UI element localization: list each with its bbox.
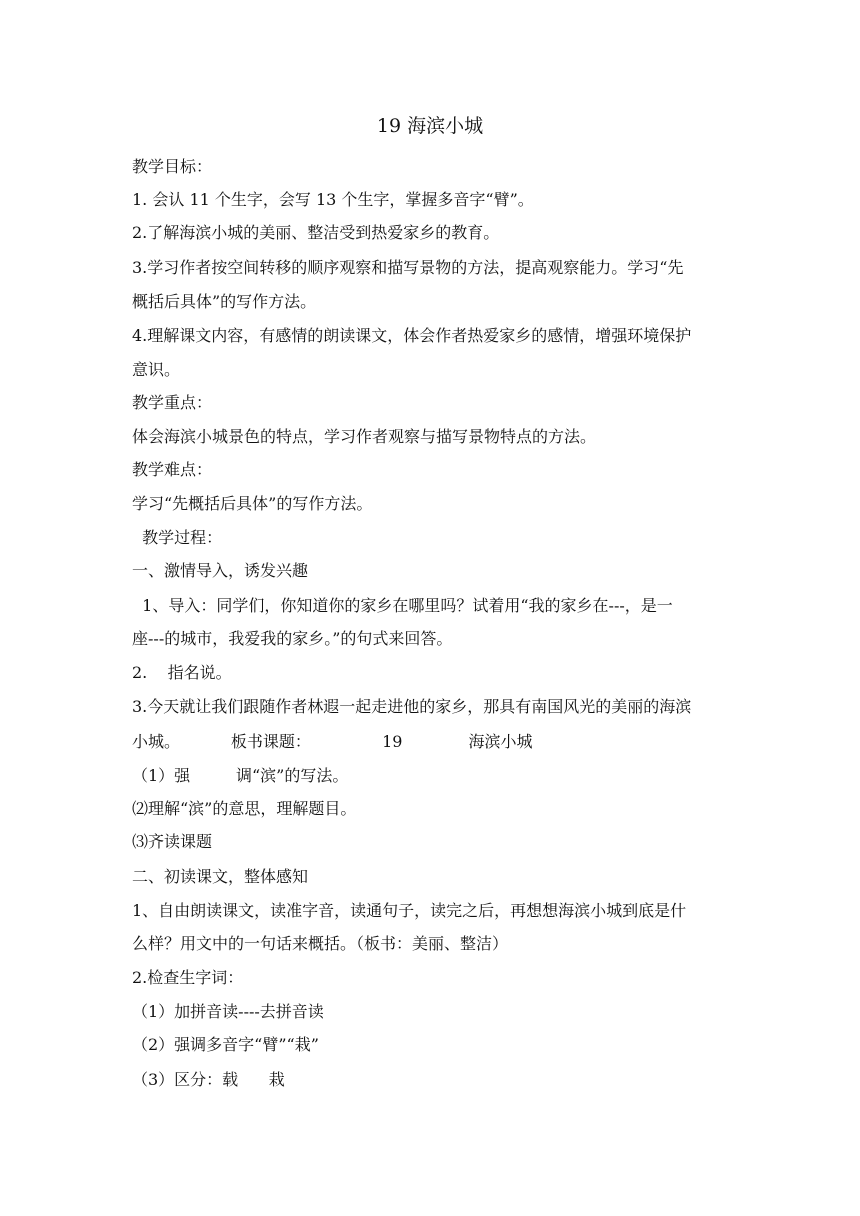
text-line: 2.了解海滨小城的美丽、整洁受到热爱家乡的教育。 xyxy=(132,223,500,242)
text-line: 座---的城市，我爱我的家乡。”的句式来回答。 xyxy=(132,629,453,648)
text-line: 1、导入：同学们，你知道你的家乡在哪里吗？试着用“我的家乡在---，是一 xyxy=(132,596,673,615)
text-line: （1）强 调“滨”的写法。 xyxy=(132,766,349,785)
text-line: 教学重点： xyxy=(132,393,213,412)
text-line: 一、激情导入，诱发兴趣 xyxy=(132,561,309,580)
text-line: ⑶齐读课题 xyxy=(132,832,213,851)
text-line: 二、初读课文，整体感知 xyxy=(132,867,309,886)
text-line: 么样？用文中的一句话来概括。（板书：美丽、整洁） xyxy=(132,934,509,953)
text-line: （3）区分：载 栽 xyxy=(132,1070,285,1089)
text-line: 概括后具体”的写作方法。 xyxy=(132,292,317,311)
text-line: 小城。 板书课题： 19 海滨小城 xyxy=(132,732,533,751)
text-line: 体会海滨小城景色的特点，学习作者观察与描写景物特点的方法。 xyxy=(132,427,597,446)
text-line: （1）加拼音读----去拼音读 xyxy=(132,1002,324,1021)
text-line: 3.今天就让我们跟随作者林遐一起走进他的家乡，那具有南国风光的美丽的海滨 xyxy=(132,697,692,716)
text-line: 教学过程： xyxy=(132,528,223,547)
text-line: 1、自由朗读课文，读准字音，读通句子，读完之后，再想想海滨小城到底是什 xyxy=(132,901,687,920)
lesson-title: 19 海滨小城 xyxy=(376,115,484,137)
text-line: 意识。 xyxy=(132,360,181,379)
text-line: 教学目标： xyxy=(132,157,213,176)
text-line: 3.学习作者按空间转移的顺序观察和描写景物的方法，提高观察能力。学习“先 xyxy=(132,258,684,277)
text-line: 2.检查生字词： xyxy=(132,968,244,987)
text-line: 学习“先概括后具体”的写作方法。 xyxy=(132,494,373,513)
text-line: 1. 会认 11 个生字，会写 13 个生字，掌握多音字“臂”。 xyxy=(132,190,534,209)
text-line: ⑵理解“滨”的意思，理解题目。 xyxy=(132,799,357,818)
text-line: 教学难点： xyxy=(132,460,213,479)
text-line: （2）强调多音字“臂”“栽” xyxy=(132,1035,319,1054)
text-line: 4.理解课文内容，有感情的朗读课文，体会作者热爱家乡的感情，增强环境保护 xyxy=(132,326,692,345)
text-line: 2. 指名说。 xyxy=(132,663,232,682)
